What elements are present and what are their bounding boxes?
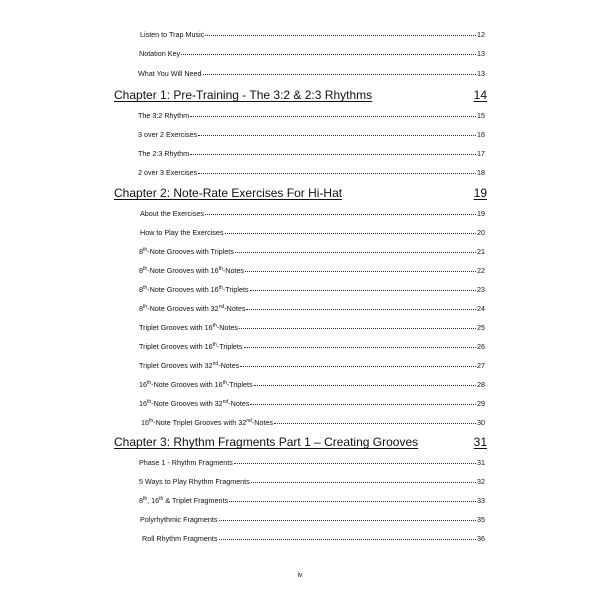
toc-entry-label: What You Will Need <box>138 69 202 78</box>
toc-entry <box>140 209 485 218</box>
toc-entry-label: Notation Key <box>139 49 181 58</box>
chapter-heading <box>114 435 487 449</box>
chapter-heading <box>114 186 487 200</box>
leader-dots <box>239 328 476 329</box>
toc-entry-page: 19 <box>477 209 485 218</box>
toc-entry-label: 8th-Note Grooves with 16th-Notes <box>139 266 245 275</box>
toc-entry-page: 26 <box>477 342 485 351</box>
leader-dots <box>190 116 476 117</box>
toc-entry-label: 5 Ways to Play Rhythm Fragments <box>139 477 250 486</box>
toc-entry-page: 27 <box>477 361 485 370</box>
toc-entry <box>139 399 485 408</box>
chapter-title: Chapter 2: Note-Rate Exercises For Hi-Hat <box>114 186 343 200</box>
toc-entry <box>140 30 485 39</box>
toc-entry-page: 20 <box>477 228 485 237</box>
toc-entry <box>139 477 485 486</box>
toc-entry-label: Polyrhythmic Fragments <box>140 515 218 524</box>
leader-dots <box>198 135 476 136</box>
leader-dots <box>240 366 476 367</box>
chapter-title: Chapter 3: Rhythm Fragments Part 1 – Creating Grooves <box>114 435 419 449</box>
toc-entry-label: 16th-Note Triplet Grooves with 32nd-Notes <box>141 418 273 427</box>
toc-entry <box>139 285 485 294</box>
toc-entry-label: Phase 1 - Rhythm Fragments <box>139 458 233 467</box>
leader-dots <box>254 385 476 386</box>
toc-entry <box>141 418 485 427</box>
toc-entry <box>139 361 485 370</box>
toc-entry-page: 36 <box>477 534 485 543</box>
toc-entry-page: 30 <box>477 418 485 427</box>
toc-entry-label: Triplet Grooves with 16th-Notes <box>139 323 238 332</box>
toc-entry-page: 32 <box>477 477 485 486</box>
leader-dots <box>225 233 477 234</box>
toc-entry-page: 22 <box>477 266 485 275</box>
toc-entry <box>138 111 485 120</box>
toc-entry-page: 12 <box>477 30 485 39</box>
toc-entry <box>139 304 485 313</box>
toc-entry-label: 8th-Note Grooves with Triplets <box>139 247 234 256</box>
toc-entry <box>139 380 485 389</box>
toc-entry-label: About the Exercises <box>140 209 204 218</box>
toc-entry-page: 25 <box>477 323 485 332</box>
toc-entry <box>138 130 485 139</box>
leader-dots <box>235 252 476 253</box>
toc-entry-label: 16th-Note Grooves with 32nd-Notes <box>139 399 250 408</box>
toc-entry-page: 35 <box>477 515 485 524</box>
toc-entry-page: 33 <box>477 496 485 505</box>
toc-entry-page: 24 <box>477 304 485 313</box>
leader-dots <box>229 501 476 502</box>
leader-dots <box>190 154 476 155</box>
leader-dots <box>250 290 476 291</box>
toc-entry-page: 18 <box>477 168 485 177</box>
leader-dots <box>244 347 476 348</box>
toc-entry-page: 17 <box>477 149 485 158</box>
leader-dots <box>181 54 476 55</box>
toc-entry-page: 31 <box>477 458 485 467</box>
toc-entry <box>139 496 485 505</box>
chapter-page: 14 <box>473 88 487 102</box>
leader-dots <box>246 309 476 310</box>
toc-entry-page: 21 <box>477 247 485 256</box>
toc-entry-label: 2 over 3 Exercises <box>138 168 198 177</box>
toc-entry <box>139 266 485 275</box>
toc-entry-label: Listen to Trap Music <box>140 30 205 39</box>
page-number-footer: iv <box>297 572 303 579</box>
leader-dots <box>203 74 476 75</box>
chapter-heading <box>114 88 487 102</box>
toc-entry <box>140 515 485 524</box>
toc-entry <box>139 323 485 332</box>
leader-dots <box>219 520 477 521</box>
leader-dots <box>234 463 476 464</box>
toc-entry-label: 3 over 2 Exercises <box>138 130 198 139</box>
toc-entry-page: 13 <box>477 69 485 78</box>
toc-entry <box>139 49 485 58</box>
toc-entry-label: 16th-Note Grooves with 16th-Triplets <box>139 380 253 389</box>
toc-entry <box>138 69 485 78</box>
toc-entry-page: 15 <box>477 111 485 120</box>
toc-entry-label: 8th-Note Grooves with 32nd-Notes <box>139 304 246 313</box>
leader-dots <box>205 214 476 215</box>
toc-entry <box>138 149 485 158</box>
chapter-page: 19 <box>473 186 487 200</box>
toc-entry-page: 28 <box>477 380 485 389</box>
toc-entry-page: 16 <box>477 130 485 139</box>
leader-dots <box>219 539 477 540</box>
toc-entry-label: How to Play the Exercises <box>140 228 224 237</box>
toc-entry-label: Triplet Grooves with 32nd-Notes <box>139 361 240 370</box>
toc-entry <box>138 168 485 177</box>
toc-entry <box>140 228 485 237</box>
leader-dots <box>250 404 476 405</box>
toc-entry-label: Roll Rhythm Fragments <box>142 534 218 543</box>
toc-entry-label: The 3:2 Rhythm <box>138 111 190 120</box>
toc-entry-label: 8th-Note Grooves with 16th-Triplets <box>139 285 249 294</box>
leader-dots <box>205 35 476 36</box>
toc-entry <box>139 458 485 467</box>
toc-entry <box>139 342 485 351</box>
toc-entry-label: The 2:3 Rhythm <box>138 149 190 158</box>
chapter-page: 31 <box>473 435 487 449</box>
toc-entry-page: 13 <box>477 49 485 58</box>
toc-entry <box>142 534 485 543</box>
toc-entry-page: 29 <box>477 399 485 408</box>
leader-dots <box>198 173 476 174</box>
chapter-title: Chapter 1: Pre-Training - The 3:2 & 2:3 Rhythms <box>114 88 373 102</box>
leader-dots <box>274 423 476 424</box>
leader-dots <box>251 482 476 483</box>
toc-entry-label: Triplet Grooves with 16th-Triplets <box>139 342 243 351</box>
leader-dots <box>245 271 476 272</box>
toc-entry-label: 8th, 16th & Triplet Fragments <box>139 496 229 505</box>
toc-entry <box>139 247 485 256</box>
toc-entry-page: 23 <box>477 285 485 294</box>
